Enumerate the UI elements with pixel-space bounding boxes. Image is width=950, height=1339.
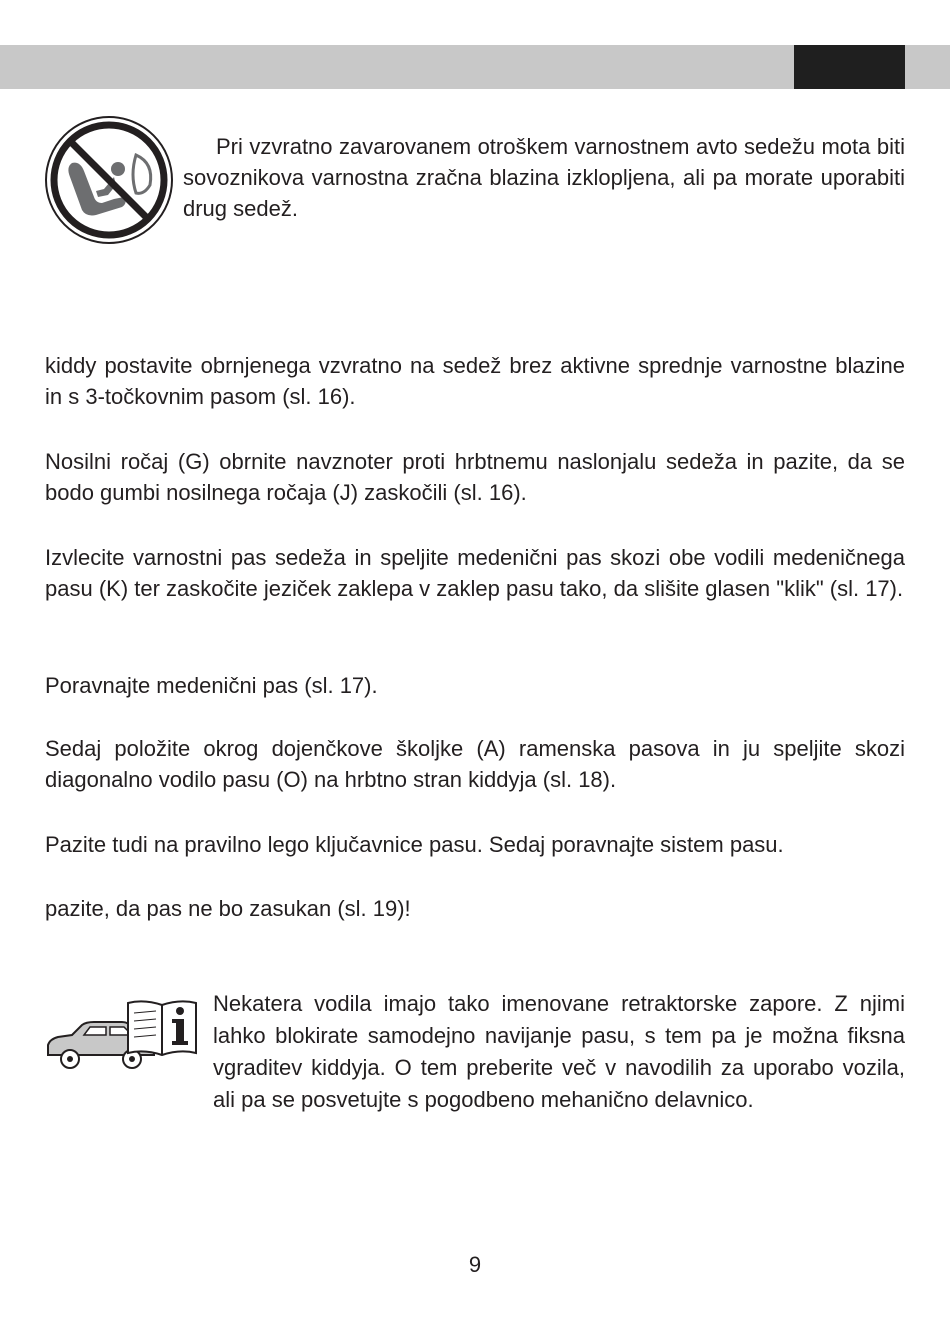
instruction-paragraph-2: Nosilni ročaj (G) obrnite navznoter proti hrbtnemu naslonjalu sedeža in pazite, da se bodo gumbi nosilnega ročaja (J) zaskočili (sl. 16). [45,449,905,505]
instruction-paragraph-5: Sedaj položite okrog dojenčkove školjke (A) ramenska pasova in ju speljite skozi diagonalno vodilo pasu (O) na hrbtno stran kiddyja (sl. 18). [45,736,905,792]
instruction-paragraph-3: Izvlecite varnostni pas sedeža in speljite medenični pas skozi obe vodili medeničnega pasu (K) ter zaskočite jeziček zaklepa v zaklep pasu tako, da slišite glasen "klik" (sl. 17). [45,545,905,601]
instruction-paragraph-1: kiddy postavite obrnjenega vzvratno na sedež brez aktivne sprednje varnostne blazine in s 3-točkovnim pasom (sl. 16). [45,353,905,409]
header-tab [794,45,905,89]
no-airbag-child-seat-icon [44,115,174,245]
instruction-paragraph-4: Poravnajte medenični pas (sl. 17). [45,673,378,698]
airbag-warning-text: Pri vzvratno zavarovanem otroškem varnostnem avto sedežu mota biti sovoznikova varnostna zračna blazina izklopljena, ali pa morate uporabiti drug sedež. [183,134,905,221]
page-number: 9 [468,1252,482,1277]
instruction-paragraph-7: pazite, da pas ne bo zasukan (sl. 19)! [45,896,411,921]
retractor-info-text: Nekatera vodila imajo tako imenovane retraktorske zapore. Z njimi lahko blokirate samodejno navijanje pasu, s tem pa je možna fiksna vgraditev kiddyja. O tem preberite več v navodilih za uporabo vozila, ali pa se posvetujte s pogodbeno mehanično delavnico. [213,991,905,1112]
instruction-paragraph-6: Pazite tudi na pravilno lego ključavnice pasu. Sedaj poravnajte sistem pasu. [45,832,784,857]
